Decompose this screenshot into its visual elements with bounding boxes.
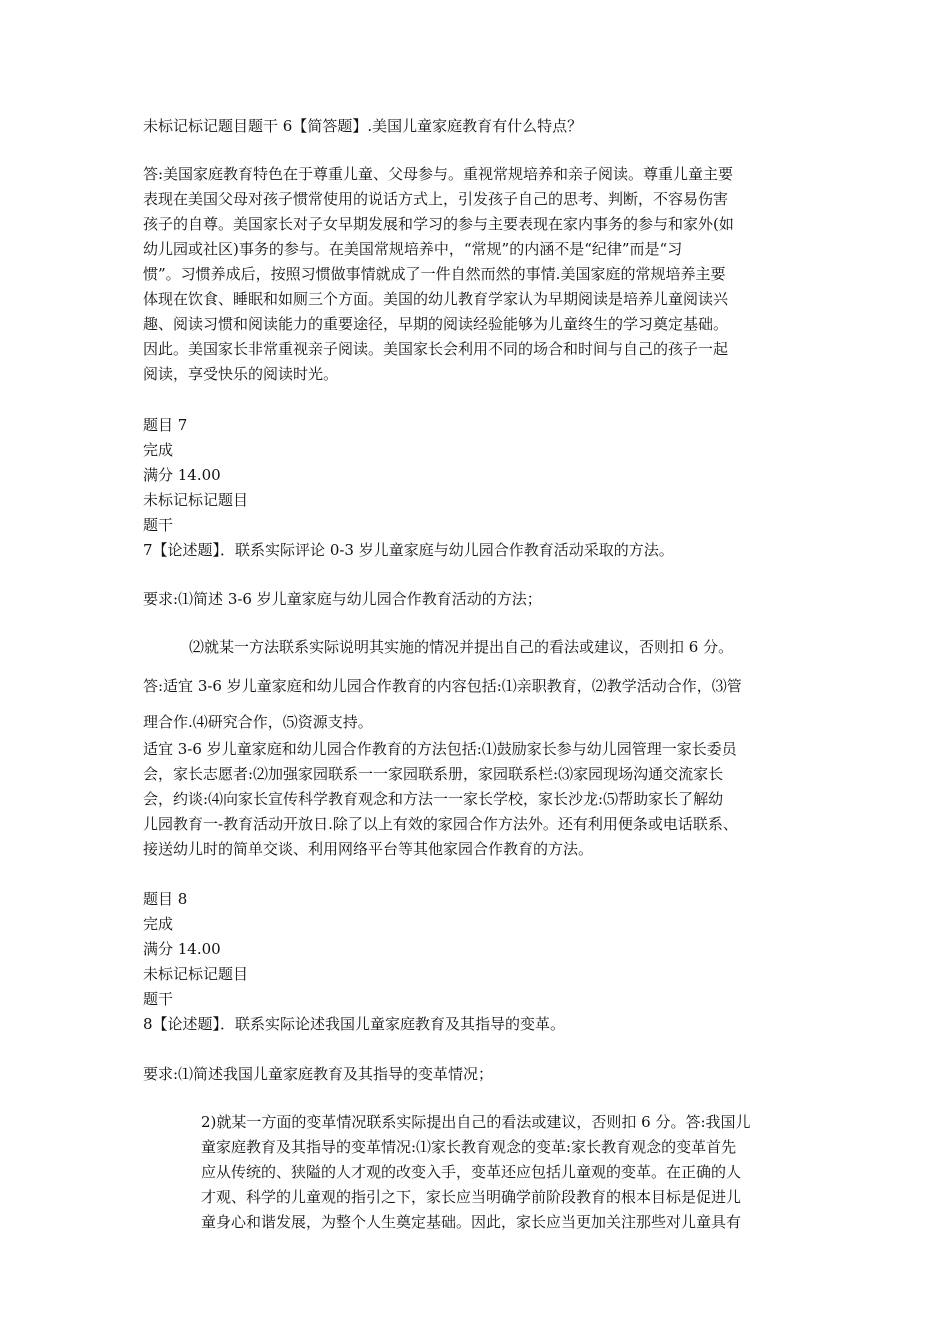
q7-requirement-1: 要求:⑴简述 3-6 岁儿童家庭与幼儿园合作教育活动的方法； [143, 590, 542, 608]
q8-answer-line: 童家庭教育及其指导的变革情况:⑴家长教育观念的变革:家长教育观念的变革首先 [201, 1138, 737, 1156]
q6-answer-line: 答:美国家庭教育特色在于尊重儿童、父母参与。重视常规培养和亲子阅读。尊重儿童主要 [143, 165, 734, 183]
q6-answer-line: 因此。美国家长非常重视亲子阅读。美国家长会利用不同的场合和时间与自己的孩子一起 [143, 340, 729, 358]
q7-status: 完成 [143, 441, 174, 459]
q7-method-line: 儿园教育一-教育活动开放日.除了以上有效的家园合作方法外。还有利用便条或电话联系、 [143, 815, 738, 833]
q8-title: 8【论述题】．联系实际论述我国儿童家庭教育及其指导的变革。 [143, 1015, 566, 1033]
q8-answer-line: 应从传统的、狭隘的人才观的改变入手，变革还应包括儿童观的变革。在正确的人 [201, 1163, 742, 1181]
q7-answer-line: 答:适宜 3-6 岁儿童家庭和幼儿园合作教育的内容包括:⑴亲职教育，⑵教学活动合作，⑶管 [143, 677, 742, 695]
q8-answer-line: 童身心和谐发展，为整个人生奠定基础。因此，家长应当更加关注那些对儿童具有 [201, 1213, 742, 1231]
q7-method-line: 适宜 3-6 岁儿童家庭和幼儿园合作教育的方法包括:⑴鼓励家长参与幼儿园管理一家长委员 [143, 740, 737, 758]
q7-score: 满分 14.00 [143, 466, 221, 484]
q7-method-line: 会，家长志愿者:⑵加强家园联系一一家园联系册，家园联系栏:⑶家园现场沟通交流家长 [143, 765, 724, 783]
q6-answer-line: 趣、阅读习惯和阅读能力的重要途径，早期的阅读经验能够为儿童终生的学习奠定基础。 [143, 315, 729, 333]
q7-flag: 未标记标记题目 [143, 491, 249, 509]
q7-method-line: 会，约谈:⑷向家长宣传科学教育观念和方法一一家长学校，家长沙龙:⑸帮助家长了解幼 [143, 790, 724, 808]
q6-answer-line: 表现在美国父母对孩子惯常使用的说话方式上，引发孩子自己的思考、判断，不容易伤害 [143, 190, 729, 208]
q6-answer-line: 阅读，享受快乐的阅读时光。 [143, 365, 339, 383]
q8-number: 题目 8 [143, 890, 188, 908]
q7-requirement-2: ⑵就某一方法联系实际说明其实施的情况并提出自己的看法或建议，否则扣 6 分。 [189, 638, 734, 656]
q8-answer-line: 2)就某一方面的变革情况联系实际提出自己的看法或建议，否则扣 6 分。答:我国儿 [201, 1113, 751, 1131]
q6-title: 未标记标记题目题干 6【简答题】.美国儿童家庭教育有什么特点？ [143, 117, 583, 135]
q8-requirement-1: 要求:⑴简述我国儿童家庭教育及其指导的变革情况； [143, 1065, 494, 1083]
q6-answer-line: 惯”。习惯养成后，按照习惯做事情就成了一件自然而然的事情.美国家庭的常规培养主要 [143, 265, 726, 283]
q7-method-line: 接送幼儿时的简单交谈、利用网络平台等其他家园合作教育的方法。 [143, 840, 594, 858]
q7-title: 7【论述题】．联系实际评论 0-3 岁儿童家庭与幼儿园合作教育活动采取的方法。 [143, 541, 674, 559]
q8-answer-line: 才观、科学的儿童观的指引之下，家长应当明确学前阶段教育的根本目标是促进儿 [201, 1188, 742, 1206]
q8-stem-label: 题干 [143, 990, 174, 1008]
q6-answer-line: 体现在饮食、睡眠和如厕三个方面。美国的幼儿教育学家认为早期阅读是培养儿童阅读兴 [143, 290, 729, 308]
q8-score: 满分 14.00 [143, 940, 221, 958]
q8-flag: 未标记标记题目 [143, 965, 249, 983]
q6-answer-line: 幼儿园或社区)事务的参与。在美国常规培养中，“常规”的内涵不是“纪律”而是“习 [143, 240, 683, 258]
q6-answer-line: 孩子的自尊。美国家长对子女早期发展和学习的参与主要表现在家内事务的参与和家外(如 [143, 215, 734, 233]
q7-number: 题目 7 [143, 416, 188, 434]
q7-stem-label: 题干 [143, 516, 174, 534]
q7-answer-line: 理合作.⑷研究合作，⑸资源支持。 [143, 713, 373, 731]
q8-status: 完成 [143, 915, 174, 933]
